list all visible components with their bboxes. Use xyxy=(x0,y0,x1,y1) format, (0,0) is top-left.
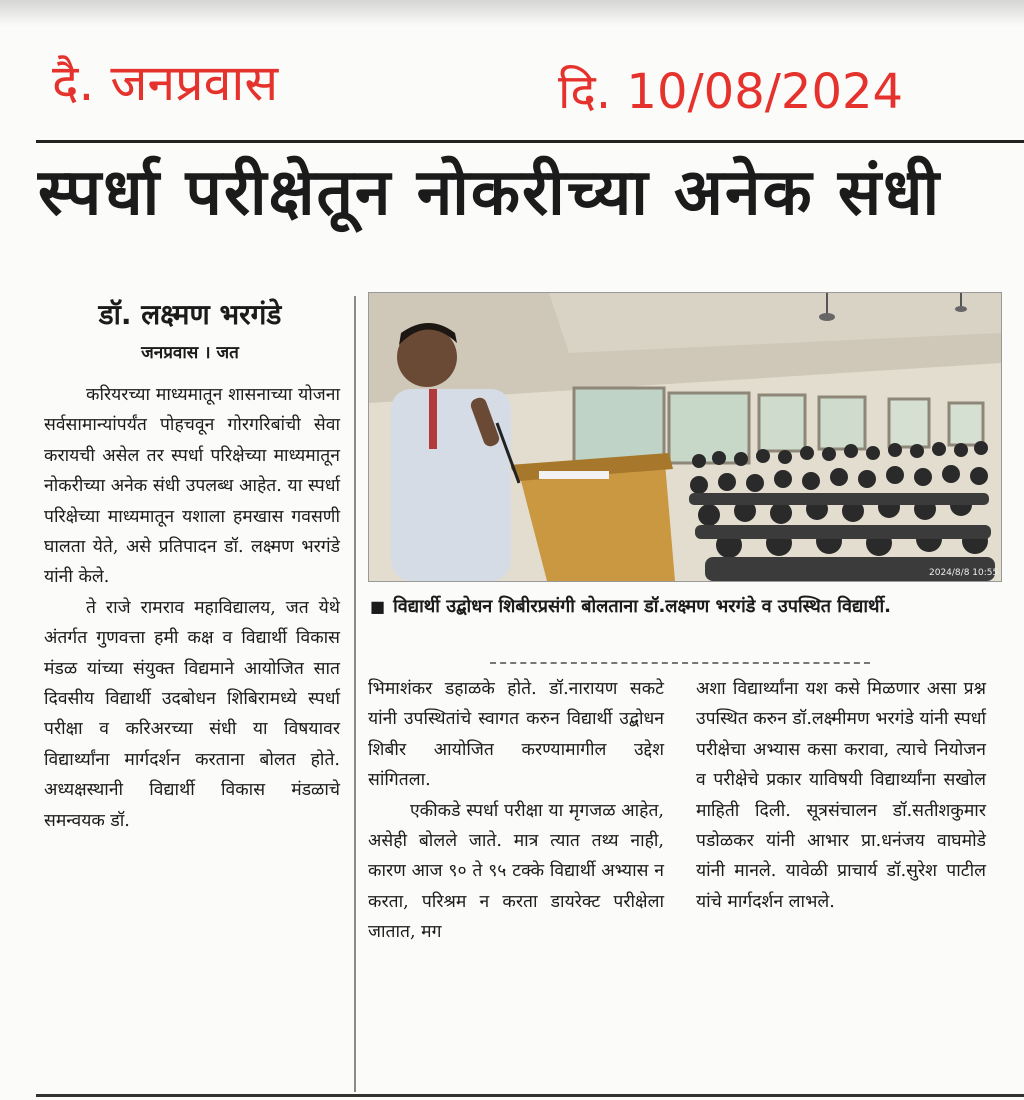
byline-author: डॉ. लक्ष्मण भरगंडे xyxy=(98,298,282,331)
photo-timestamp: 2024/8/8 10:55 xyxy=(929,568,999,578)
paragraph: एकीकडे स्पर्धा परीक्षा या मृगजळ आहेत, असेही बोलले जाते. मात्र त्यात तथ्य नाही, कारण आज ९० ते ९५ टक्के विद्यार्थी अभ्यास न करता, परिश्रम न करता डायरेक्ट परीक्षेला जातात, मग xyxy=(368,800,664,943)
byline-dateline: जनप्रवास । जत xyxy=(141,343,239,363)
paragraph: करियरच्या माध्यमातून शासनाच्या योजना सर्वसामान्यांपर्यंत पोहचवून गोरगरिबांची सेवा करायची असेल तर स्पर्धा परिक्षेच्या माध्यमातून नोकरीच्या अनेक संधी उपलब्ध आहेत. या स्पर्धा परिक्षेच्या माध्यमातून यशाला हमखास गवसणी घालता येते, असे प्रतिपादन डॉ. लक्ष्मण भरगंडे यांनी केले. xyxy=(44,385,340,588)
top-rule xyxy=(36,140,1024,143)
caption-square-icon: ■ xyxy=(370,597,386,616)
newspaper-name: दै. जनप्रवास xyxy=(52,54,279,112)
column-divider xyxy=(354,296,356,1092)
paragraph: भिमाशंकर डहाळके होते. डॉ.नारायण सकटे यांनी उपस्थितांचे स्वागत करुन विद्यार्थी उद्बोधन शिबीर आयोजित करण्यामागील उद्देश सांगितला. xyxy=(368,679,664,791)
article-column-2 xyxy=(368,674,664,948)
paragraph: ते राजे रामराव महाविद्यालय, जत येथे अंतर्गत गुणवत्ता हमी कक्ष व विद्यार्थी विकास मंडळ यांच्या संयुक्त विद्यमाने आयोजित सात दिवसीय विद्यार्थी उदबोधन शिबिरामध्ये स्पर्धा परीक्षा व करिअरच्या संधी या विषयावर विद्यार्थ्यांना मार्गदर्शन करताना बोलत होते. अध्यक्षस्थानी विद्यार्थी विकास मंडळाचे समन्वयक डॉ. xyxy=(44,597,340,831)
article-photo xyxy=(368,292,1002,582)
article-column-3 xyxy=(696,674,986,917)
dashed-separator xyxy=(490,662,870,664)
photo-caption xyxy=(370,592,1010,622)
publication-date: दि. 10/08/2024 xyxy=(558,64,904,120)
caption-text: विद्यार्थी उद्बोधन शिबीरप्रसंगी बोलताना डॉ.लक्ष्मण भरगंडे व उपस्थित विद्यार्थी. xyxy=(393,596,891,617)
scan-shadow xyxy=(0,0,1024,26)
article-headline: स्पर्धा परीक्षेतून नोकरीच्या अनेक संधी xyxy=(38,156,942,230)
article-column-1 xyxy=(44,380,340,836)
paragraph: अशा विद्यार्थ्यांना यश कसे मिळणार असा प्रश्न उपस्थित करुन डॉ.लक्ष्मीमण भरगंडे यांनी स्पर्धा परीक्षेचा अभ्यास कसा करावा, त्याचे नियोजन व परीक्षेचे प्रकार याविषयी विद्यार्थ्यांना सखोल माहिती दिली. सूत्रसंचालन डॉ.सतीशकुमार पडोळकर यांनी आभार प्रा.धनंजय वाघमोडे यांनी मानले. यावेळी प्राचार्य डॉ.सुरेश पाटील यांचे मार्गदर्शन लाभले. xyxy=(696,679,986,912)
classroom-photo-illustration xyxy=(369,293,1001,581)
bottom-rule xyxy=(36,1094,1024,1097)
